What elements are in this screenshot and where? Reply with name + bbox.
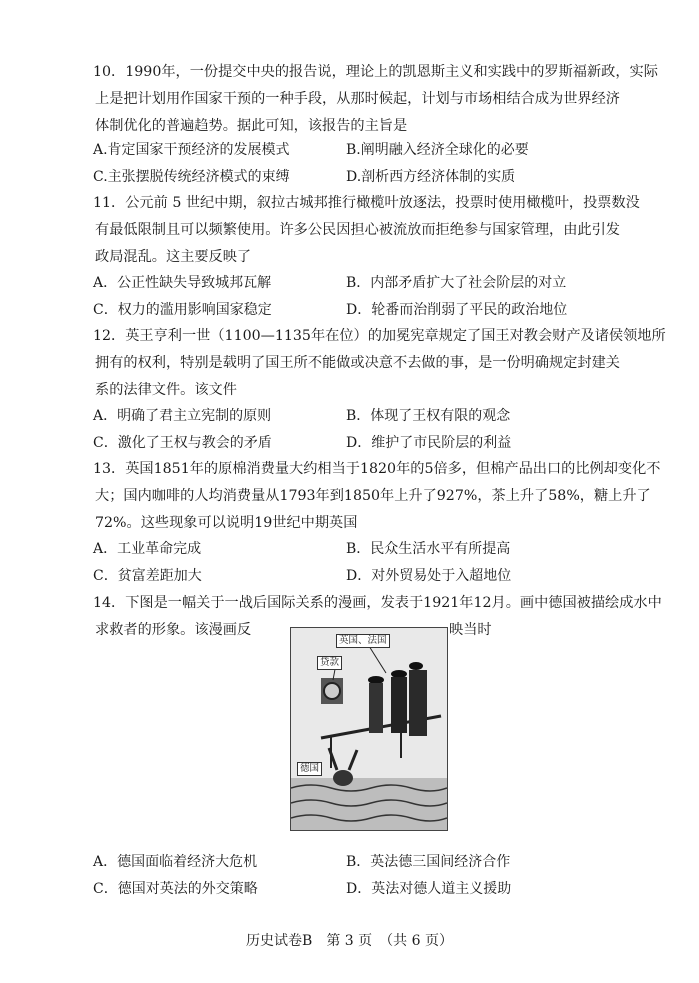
page-footer: 历史试卷B 第 3 页 （共 6 页）	[246, 933, 453, 949]
question-14-option-a[interactable]: A．德国面临着经济大危机	[93, 854, 258, 870]
question-14-line-2-right: 映当时	[449, 622, 492, 638]
question-12-line-3: 系的法律文件。该文件	[95, 382, 237, 398]
question-13-options	[93, 536, 653, 590]
question-11-option-a[interactable]: A．公正性缺失导致城邦瓦解	[93, 275, 272, 291]
question-13-line-1: 13．英国1851年的原棉消费量大约相当于1820年的5倍多，但棉产品出口的比例却变化不	[93, 461, 661, 477]
question-12-option-a[interactable]: A．明确了君主立宪制的原则	[93, 408, 272, 424]
question-13-option-c[interactable]: C．贫富差距加大	[93, 568, 202, 584]
question-14-line-1: 14．下图是一幅关于一战后国际关系的漫画，发表于1921年12月。画中德国被描绘成水中	[93, 595, 662, 611]
question-12-line-1: 12．英王亨利一世（1100—1135年在位）的加冕宪章规定了国王对教会财产及诸侯领地所	[93, 328, 666, 344]
question-10-option-c[interactable]: C.主张摆脱传统经济模式的束缚	[93, 169, 290, 185]
question-14-options	[93, 849, 653, 903]
question-13-option-d[interactable]: D．对外贸易处于入超地位	[346, 568, 512, 584]
cartoon-image	[290, 627, 448, 831]
question-12	[93, 323, 668, 404]
question-10-line-3: 体制优化的普遍趋势。据此可知，该报告的主旨是	[95, 118, 408, 134]
question-10-options	[93, 137, 653, 191]
question-10-line-1: 10．1990年，一份提交中央的报告说，理论上的凯恩斯主义和实践中的罗斯福新政，实际	[93, 64, 658, 80]
question-11-line-1: 11．公元前 5 世纪中期，叙拉古城邦推行橄榄叶放逐法，投票时使用橄榄叶，投票数没	[93, 195, 640, 211]
question-12-option-c[interactable]: C．激化了王权与教会的矛盾	[93, 435, 272, 451]
question-14-option-b[interactable]: B．英法德三国间经济合作	[346, 854, 511, 870]
question-13-line-2: 大；国内咖啡的人均消费量从1793年到1850年上升了927%，茶上升了58%，糖上升了	[95, 488, 651, 504]
question-12-option-b[interactable]: B．体现了王权有限的观念	[346, 408, 511, 424]
question-11-option-b[interactable]: B．内部矛盾扩大了社会阶层的对立	[346, 275, 567, 291]
question-10-option-a[interactable]: A.肯定国家干预经济的发展模式	[93, 142, 290, 158]
question-10-option-d[interactable]: D.剖析西方经济体制的实质	[346, 169, 516, 185]
question-14-option-c[interactable]: C．德国对英法的外交策略	[93, 881, 258, 897]
question-13-option-a[interactable]: A．工业革命完成	[93, 541, 202, 557]
question-12-option-d[interactable]: D．维护了市民阶层的利益	[346, 435, 512, 451]
question-14-line-2-left: 求救者的形象。该漫画反	[95, 622, 252, 638]
question-11-line-3: 政局混乱。这主要反映了	[95, 249, 252, 265]
question-11-options	[93, 270, 653, 324]
question-11-line-2: 有最低限制且可以频繁使用。许多公民因担心被流放而拒绝参与国家管理，由此引发	[95, 222, 620, 238]
cartoon-label-germany: 德国	[297, 762, 322, 776]
cartoon-illustration	[291, 628, 447, 830]
question-14	[93, 590, 668, 617]
question-11-option-d[interactable]: D．轮番而治削弱了平民的政治地位	[346, 302, 568, 318]
cartoon-label-britain-france: 英国、法国	[336, 634, 390, 648]
cartoon-label-loan: 贷款	[317, 656, 342, 670]
question-11	[93, 190, 668, 271]
question-13-line-3: 72%。这些现象可以说明19世纪中期英国	[95, 515, 358, 531]
question-11-option-c[interactable]: C．权力的滥用影响国家稳定	[93, 302, 272, 318]
question-10-option-b[interactable]: B.阐明融入经济全球化的必要	[346, 142, 529, 158]
question-12-line-2: 拥有的权利，特别是载明了国王所不能做或决意不去做的事，是一份明确规定封建关	[95, 355, 620, 371]
question-14-option-d[interactable]: D．英法对德人道主义援助	[346, 881, 512, 897]
question-10-line-2: 上是把计划用作国家干预的一种手段，从那时候起，计划与市场相结合成为世界经济	[95, 91, 620, 107]
question-13	[93, 456, 668, 537]
question-12-options	[93, 403, 653, 457]
question-10	[93, 59, 668, 140]
question-13-option-b[interactable]: B．民众生活水平有所提高	[346, 541, 511, 557]
